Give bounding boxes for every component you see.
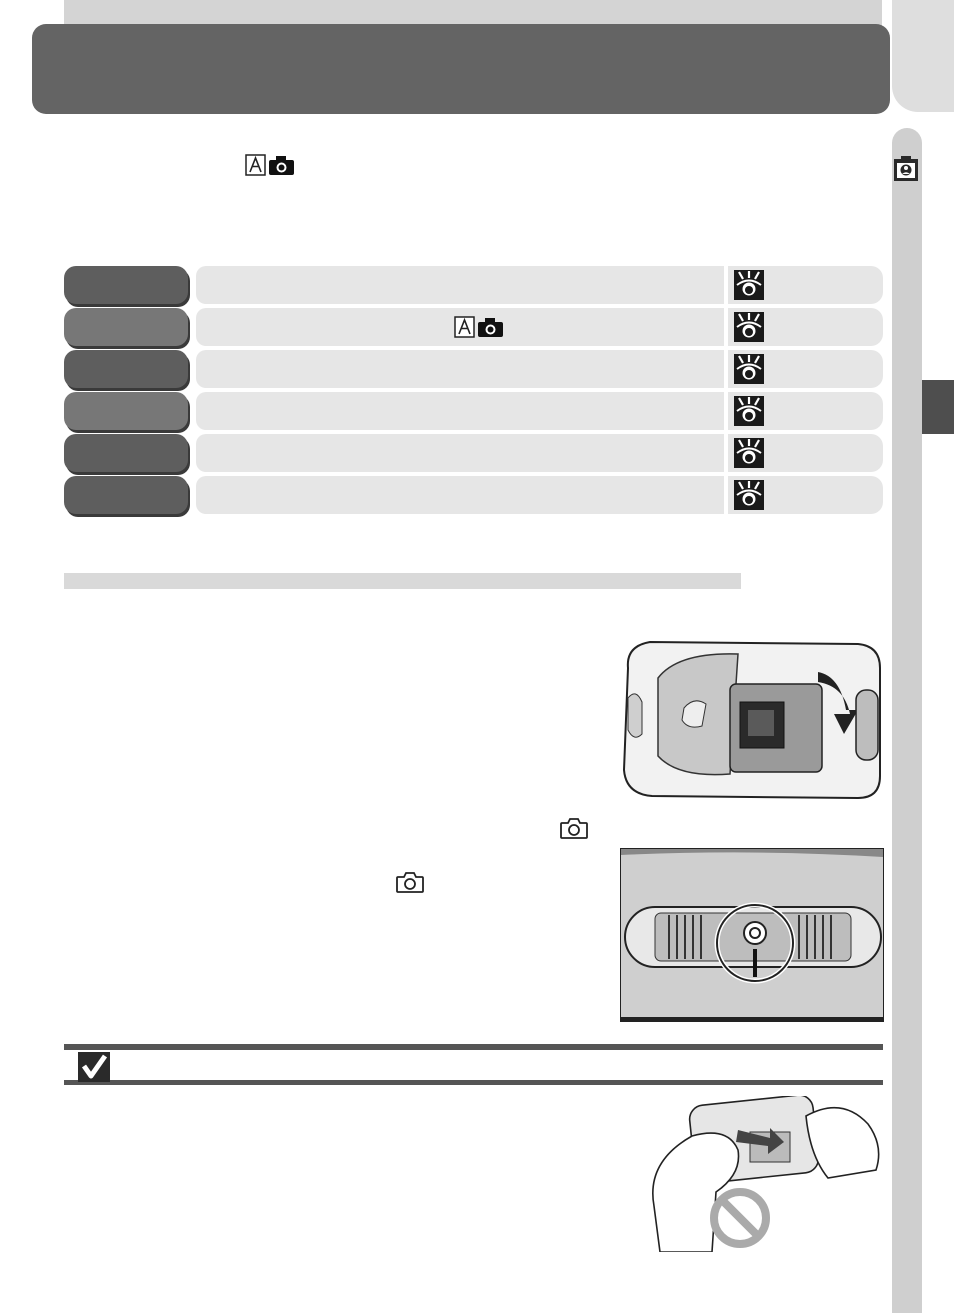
camera-tab-icon[interactable] xyxy=(893,156,919,182)
step-row-3 xyxy=(64,350,883,388)
camera-lens-rotation-illustration xyxy=(618,638,884,802)
step-description xyxy=(196,350,724,388)
see-page-eye-icon xyxy=(734,354,764,384)
step-description xyxy=(196,476,724,514)
side-tab-top xyxy=(892,0,954,112)
page-header-bar xyxy=(32,24,890,114)
step-description xyxy=(196,392,724,430)
step-label xyxy=(64,476,188,514)
see-page-eye-icon xyxy=(734,312,764,342)
page-reference xyxy=(728,266,883,304)
step-description xyxy=(196,308,724,346)
see-page-eye-icon xyxy=(734,270,764,300)
mode-switch-illustration xyxy=(620,848,884,1022)
step-label xyxy=(64,266,188,304)
camera-mode-icon xyxy=(559,816,589,840)
step-row-4 xyxy=(64,392,883,430)
check-mark-icon xyxy=(78,1052,110,1082)
step-row-2 xyxy=(64,308,883,346)
page-reference xyxy=(728,476,883,514)
page-reference xyxy=(728,392,883,430)
see-page-eye-icon xyxy=(734,438,764,468)
step-row-5 xyxy=(64,434,883,472)
caution-rule-top xyxy=(64,1044,883,1050)
step-row-6 xyxy=(64,476,883,514)
caution-rule-bottom xyxy=(64,1080,883,1085)
side-index-column xyxy=(892,128,922,1313)
see-page-eye-icon xyxy=(734,396,764,426)
page-reference xyxy=(728,434,883,472)
chapter-tab[interactable] xyxy=(922,380,954,434)
incorrect-grip-illustration xyxy=(646,1096,884,1252)
camera-mode-icon xyxy=(395,870,425,894)
page-reference xyxy=(728,308,883,346)
step-label xyxy=(64,392,188,430)
step-description xyxy=(196,434,724,472)
step-label xyxy=(64,350,188,388)
auto-camera-mode-icon xyxy=(454,316,504,338)
section-heading-bar xyxy=(64,573,741,589)
step-row-1 xyxy=(64,266,883,304)
step-label xyxy=(64,308,188,346)
step-description xyxy=(196,266,724,304)
auto-camera-mode-icon xyxy=(245,154,295,176)
page-reference xyxy=(728,350,883,388)
see-page-eye-icon xyxy=(734,480,764,510)
step-label xyxy=(64,434,188,472)
